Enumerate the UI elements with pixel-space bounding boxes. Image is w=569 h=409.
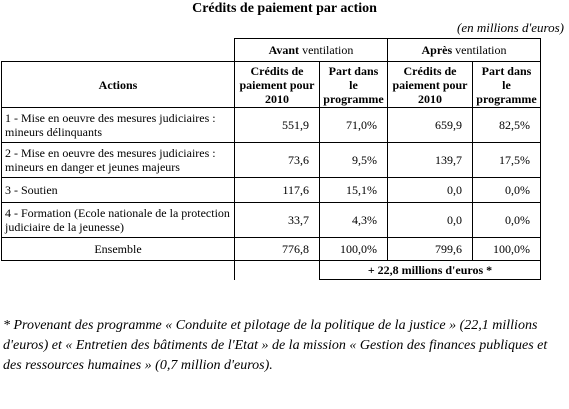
header-actions: Actions	[2, 62, 235, 108]
cell-apres-cp: 659,9	[388, 108, 473, 143]
cell-avant-cp: 551,9	[235, 108, 320, 143]
cell-apres-part: 0,0%	[473, 203, 541, 238]
table-row	[2, 203, 541, 238]
footnote: * Provenant des programme « Conduite et pilotage de la politique de la justice » (22,1 millions d'euros) et « Entretien des bâtiments de l'Etat » de la mission « Gestion des finances publiques et des ressources humaines » (0,7 million d'euros).	[3, 318, 548, 373]
header-apres-part: Part dans le programme	[473, 62, 541, 108]
header-avant-ventilation: Avant ventilation	[235, 39, 388, 62]
cell-apres-part: 0,0%	[473, 178, 541, 203]
cell-apres-part: 17,5%	[473, 143, 541, 178]
header-sub-row	[2, 62, 541, 108]
header-apres-credits: Crédits de paiement pour 2010	[388, 62, 473, 108]
cell-avant-cp: 33,7	[235, 203, 320, 238]
cell-avant-cp: 73,6	[235, 143, 320, 178]
cell-avant-part: 9,5%	[320, 143, 388, 178]
total-avant-cp: 776,8	[235, 238, 320, 261]
unit-note: (en millions d'euros)	[456, 20, 564, 35]
total-apres-cp: 799,6	[388, 238, 473, 261]
cell-apres-part: 82,5%	[473, 108, 541, 143]
cell-avant-part: 15,1%	[320, 178, 388, 203]
total-apres-part: 100,0%	[473, 238, 541, 261]
cell-avant-part: 4,3%	[320, 203, 388, 238]
header-group-row	[2, 39, 541, 62]
row-label: 1 - Mise en oeuvre des mesures judiciaires : mineurs délinquants	[2, 108, 235, 143]
table-row	[2, 108, 541, 143]
row-label: 3 - Soutien	[2, 178, 235, 203]
delta-blank	[235, 261, 320, 280]
delta-row	[2, 261, 541, 280]
row-label: 4 - Formation (Ecole nationale de la protection judiciaire de la jeunesse)	[2, 203, 235, 238]
table-row	[2, 178, 541, 203]
row-label: 2 - Mise en oeuvre des mesures judiciaires : mineurs en danger et jeunes majeurs	[2, 143, 235, 178]
delta-blank	[2, 261, 235, 280]
total-label: Ensemble	[2, 238, 235, 261]
cell-avant-part: 71,0%	[320, 108, 388, 143]
delta-value: + 22,8 millions d'euros *	[320, 261, 541, 280]
header-avant-credits: Crédits de paiement pour 2010	[235, 62, 320, 108]
total-row	[2, 238, 541, 261]
credits-table	[1, 38, 541, 280]
blank-corner	[2, 39, 235, 62]
cell-apres-cp: 0,0	[388, 203, 473, 238]
header-apres-ventilation: Après ventilation	[388, 39, 541, 62]
table-row	[2, 143, 541, 178]
cell-apres-cp: 139,7	[388, 143, 473, 178]
cell-avant-cp: 117,6	[235, 178, 320, 203]
total-avant-part: 100,0%	[320, 238, 388, 261]
table-title: Crédits de paiement par action	[192, 1, 377, 16]
header-avant-part: Part dans le programme	[320, 62, 388, 108]
cell-apres-cp: 0,0	[388, 178, 473, 203]
